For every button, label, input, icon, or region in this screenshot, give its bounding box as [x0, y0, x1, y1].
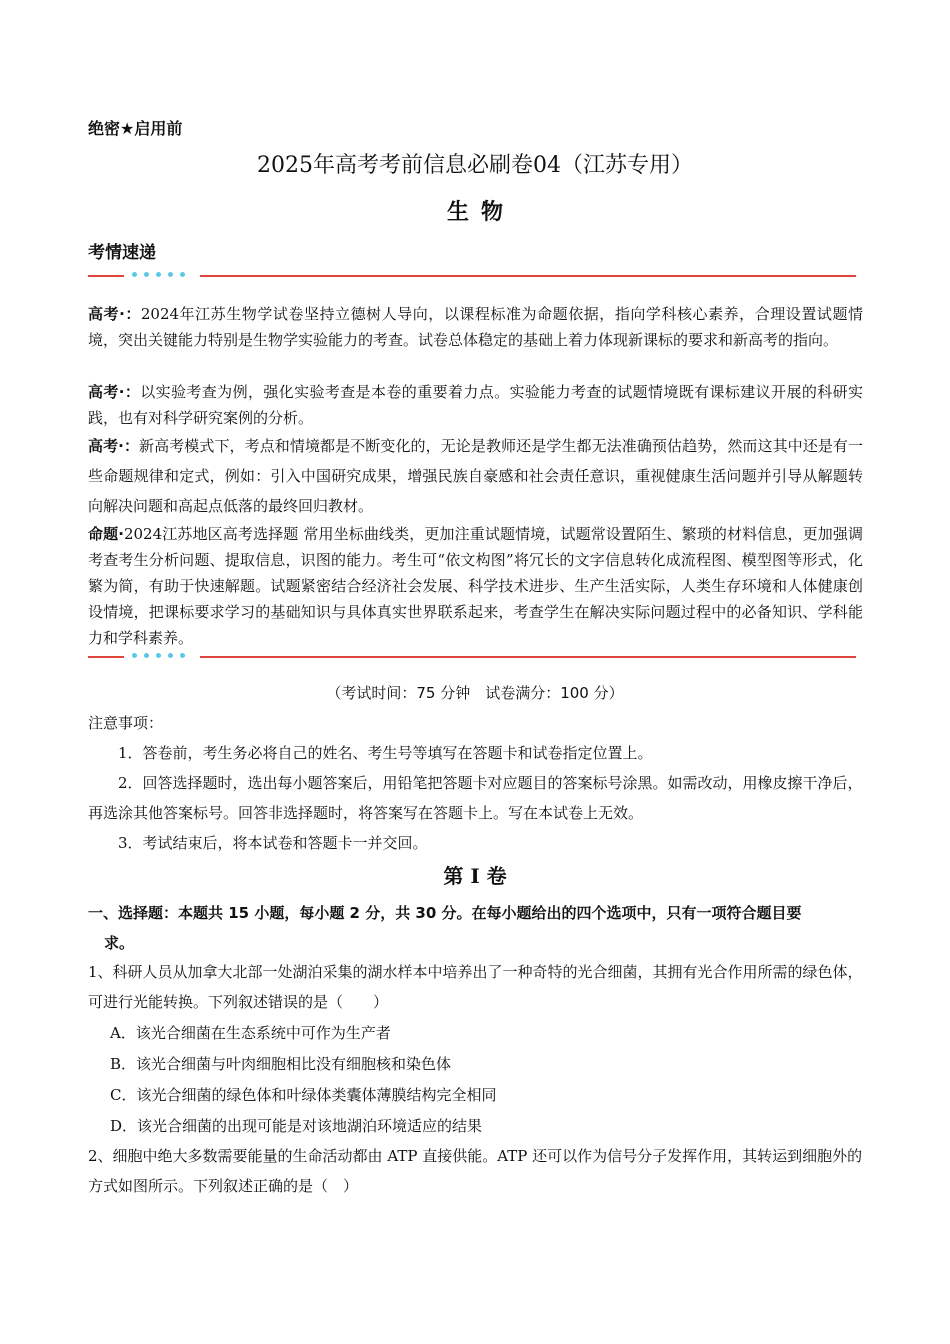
question-stem: 2、细胞中绝大多数需要能量的生命活动都由 ATP 直接供能。ATP 还可以作为信号分子发挥作用，其转运到细胞外的方式如图所示。下列叙述正确的是（ ） — [88, 1147, 863, 1195]
overview-paragraph: 高考·：新高考模式下，考点和情境都是不断变化的，无论是教师还是学生都无法准确预估趋势，然而这其中还是有一些命题规律和定式，例如：引入中国研究成果，增强民族自豪感和社会责任意识，重视健康生活问题并引导从解题转向解决问题和高起点低落的最终回归教材。 — [88, 437, 863, 515]
divider-dots — [132, 272, 192, 280]
divider-dots — [132, 653, 192, 661]
top-divider — [88, 271, 856, 281]
notice-item: 2．回答选择题时，选出每小题答案后，用铅笔把答题卡对应题目的答案标号涂黑。如需改动，用橡皮擦干净后，再选涂其他答案标号。回答非选择题时，将答案写在答题卡上。写在本试卷上无效。 — [88, 774, 863, 822]
question-stem: 1、科研人员从加拿大北部一处湖泊采集的湖水样本中培养出了一种奇特的光合细菌，其拥有光合作用所需的绿色体，可进行光能转换。下列叙述错误的是（ ） — [88, 963, 863, 1011]
notice-item: 1．答卷前，考生务必将自己的姓名、考生号等填写在答题卡和试卷指定位置上。 — [118, 744, 653, 762]
section-instruction: 一、选择题：本题共 15 小题，每小题 2 分，共 30 分。在每小题给出的四个选项中，只有一项符合题目要 求。 — [88, 904, 802, 952]
bottom-divider — [88, 652, 856, 662]
overview-paragraph: 高考·：2024年江苏生物学试卷坚持立德树人导向，以课程标准为命题依据，指向学科核心素养，合理设置试题情境，突出关键能力特别是生物学实验能力的考查。试卷总体稳定的基础上着力体现新课标的要求和新高考的指向。 — [88, 305, 863, 349]
question-option: C．该光合细菌的绿色体和叶绿体类囊体薄膜结构完全相同 — [110, 1086, 497, 1104]
notice-list — [88, 738, 863, 858]
question-option: A．该光合细菌在生态系统中可作为生产者 — [110, 1024, 391, 1042]
exam-info: （考试时间：75 分钟 试卷满分：100 分） — [326, 684, 624, 702]
subject-title: 生物 — [446, 200, 515, 225]
overview-paragraph: 高考·：以实验考查为例，强化实验考查是本卷的重要着力点。实验能力考查的试题情境既有课标建议开展的科研实践，也有对科学研究案例的分析。 — [88, 383, 863, 427]
overview-paragraph: 命题·2024江苏地区高考选择题 常用坐标曲线类，更加注重试题情境，试题常设置陌生、繁琐的材料信息，更加强调考查考生分析问题、提取信息，识图的能力。考生可“依文构图”将冗长的文字信息转化成流程图、模型图等形式，化繁为简，有助于快速解题。试题紧密结合经济社会发展、科学技术进步、生产生活实际，人类生存环境和人体健康创设情境，把课标要求学习的基础知识与具体真实世界联系起来，考查学生在解决实际问题过程中的必备知识、学科能力和学科素养。 — [88, 525, 864, 647]
notice-title: 注意事项： — [88, 714, 164, 732]
question-option: D．该光合细菌的出现可能是对该地湖泊环境适应的结果 — [110, 1117, 483, 1135]
overview-heading: 考情速递 — [88, 243, 156, 263]
part-title: 第 I 卷 — [443, 864, 507, 888]
question-option: B．该光合细菌与叶肉细胞相比没有细胞核和染色体 — [110, 1055, 452, 1073]
notice-item: 3．考试结束后，将本试卷和答题卡一并交回。 — [118, 834, 428, 852]
paper-title: 2025年高考考前信息必刷卷04（江苏专用） — [257, 153, 693, 178]
secret-mark: 绝密★启用前 — [88, 119, 183, 138]
